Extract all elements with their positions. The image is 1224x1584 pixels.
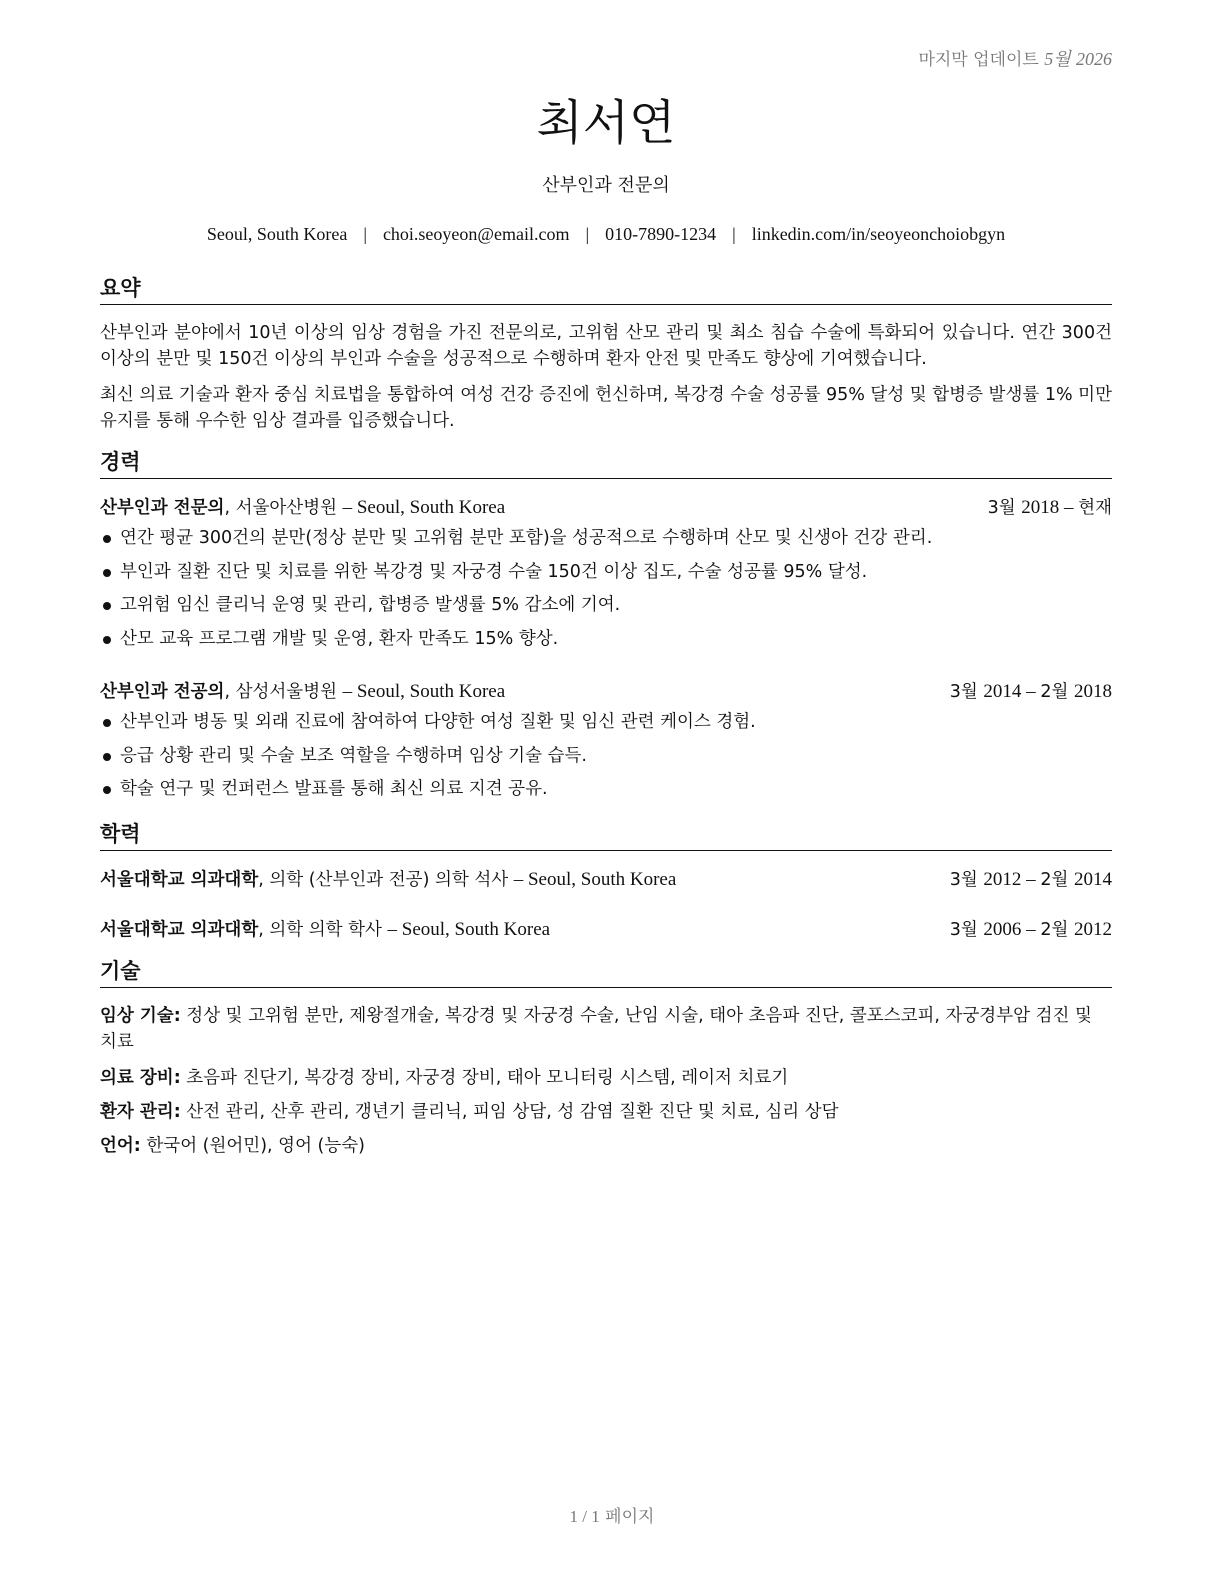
list-item: 부인과 질환 진단 및 치료를 위한 복강경 및 자궁경 수술 150건 이상 집도, 수술 성공률 95% 달성. (100, 556, 1112, 590)
experience-position: 산부인과 전문의 (100, 498, 225, 518)
experience-entry (100, 678, 1112, 807)
education-school: 서울대학교 의과대학 (100, 870, 259, 890)
experience-entry-header: 산부인과 전공의, 삼성서울병원 – Seoul, South Korea 3월 2014 – 2월 2018 (100, 678, 1112, 706)
skill-value: 정상 및 고위험 분만, 제왕절개술, 복강경 및 자궁경 수술, 난임 시술, 태아 초음파 진단, 콜포스코피, 자궁경부암 검진 및 치료 (100, 1006, 1092, 1052)
education-school: 서울대학교 의과대학 (100, 920, 259, 940)
experience-bullets (100, 522, 1112, 656)
experience-bullets (100, 706, 1112, 807)
list-item: 산모 교육 프로그램 개발 및 운영, 환자 만족도 15% 향상. (100, 623, 1112, 657)
education-entry: 서울대학교 의과대학, 의학 (산부인과 전공) 의학 석사 – Seoul, South Korea 3월 2012 – 2월 2014 (100, 866, 1112, 894)
person-role: 산부인과 전문의 (542, 175, 670, 196)
list-item: 고위험 임신 클리닉 운영 및 관리, 합병증 발생률 5% 감소에 기여. (100, 589, 1112, 623)
summary-section (100, 320, 1112, 434)
experience-location: Seoul, South Korea (356, 681, 506, 702)
education-entry: 서울대학교 의과대학, 의학 의학 학사 – Seoul, South Korea 3월 2006 – 2월 2012 (100, 916, 1112, 944)
education-dates: 3월 2006 – 2월 2012 (949, 919, 1112, 940)
page-number: 1 / 1 페이지 (569, 1507, 655, 1527)
experience-position: 산부인과 전공의 (100, 682, 225, 702)
resume-page (100, 0, 1112, 1584)
contact-email[interactable]: choi.seoyeon@email.com (382, 224, 570, 244)
skill-label: 의료 장비: (100, 1068, 181, 1088)
section-title-skills: 기술 (100, 957, 1112, 988)
skill-value: 산전 관리, 산후 관리, 갱년기 클리닉, 피임 상담, 성 감염 질환 진단 및 치료, 심리 상담 (186, 1102, 839, 1122)
person-name: 최서연 (536, 95, 676, 151)
list-item: 연간 평균 300건의 분만(정상 분만 및 고위험 분만 포함)을 성공적으로 수행하며 산모 및 신생아 건강 관리. (100, 522, 1112, 556)
education-dates: 3월 2012 – 2월 2014 (949, 869, 1112, 890)
skill-label: 언어: (100, 1136, 141, 1156)
section-title-experience: 경력 (100, 448, 1112, 479)
education-degree: 의학 (산부인과 전공) 의학 석사 (269, 870, 509, 890)
skill-line (100, 1099, 1112, 1125)
contact-phone: 010-7890-1234 (605, 224, 717, 244)
experience-dates: 3월 2018 – 현재 (987, 497, 1112, 518)
summary-paragraph: 최신 의료 기술과 환자 중심 치료법을 통합하여 여성 건강 증진에 헌신하며, 복강경 수술 성공률 95% 달성 및 합병증 발생률 1% 미만 유지를 통해 우수한 임상 결과를 입증했습니다. (100, 385, 1112, 431)
experience-org: 삼성서울병원 (235, 682, 338, 702)
skills-section (100, 1003, 1112, 1159)
skill-value: 초음파 진단기, 복강경 장비, 자궁경 장비, 태아 모니터링 시스템, 레이저 치료기 (186, 1068, 789, 1088)
summary-paragraph: 산부인과 분야에서 10년 이상의 임상 경험을 가진 전문의로, 고위험 산모 관리 및 최소 침습 수술에 특화되어 있습니다. 연간 300건 이상의 분만 및 150건 이상의 부인과 수술을 성공적으로 수행하며 환자 안전 및 만족도 향상에 기여했습니다. (100, 323, 1112, 369)
updated-month: 5월 (1044, 49, 1071, 69)
section-title-summary: 요약 (100, 274, 1112, 305)
list-item: 산부인과 병동 및 외래 진료에 참여하여 다양한 여성 질환 및 임신 관련 케이스 경험. (100, 706, 1112, 740)
skill-line (100, 1133, 1112, 1159)
contact-location: Seoul, South Korea (206, 224, 348, 244)
contact-linkedin[interactable]: linkedin.com/in/seoyeonchoiobgyn (751, 224, 1006, 244)
skill-value: 한국어 (원어민), 영어 (능숙) (146, 1136, 366, 1156)
skill-line (100, 1065, 1112, 1091)
skill-label: 임상 기술: (100, 1006, 181, 1026)
experience-entry (100, 494, 1112, 656)
contact-separator: | (732, 224, 736, 244)
contact-separator: | (585, 224, 590, 244)
experience-org: 서울아산병원 (235, 498, 338, 518)
list-item: 응급 상황 관리 및 수술 보조 역할을 수행하며 임상 기술 습득. (100, 740, 1112, 774)
experience-entry-header: 산부인과 전문의, 서울아산병원 – Seoul, South Korea 3월 2018 – 현재 (100, 494, 1112, 522)
section-title-education: 학력 (100, 820, 1112, 851)
contact-line (100, 224, 1112, 245)
last-updated: 마지막 업데이트 5월 2026 (918, 49, 1112, 70)
experience-dates: 3월 2014 – 2월 2018 (949, 681, 1112, 702)
updated-year: 2026 (1076, 49, 1112, 69)
education-location: Seoul, South Korea (401, 919, 551, 940)
skill-line (100, 1003, 1112, 1055)
list-item: 학술 연구 및 컨퍼런스 발표를 통해 최신 의료 지견 공유. (100, 773, 1112, 807)
skill-label: 환자 관리: (100, 1102, 181, 1122)
education-location: Seoul, South Korea (527, 869, 677, 890)
contact-separator: | (363, 224, 367, 244)
education-degree: 의학 의학 학사 (269, 920, 382, 940)
experience-location: Seoul, South Korea (356, 497, 506, 518)
